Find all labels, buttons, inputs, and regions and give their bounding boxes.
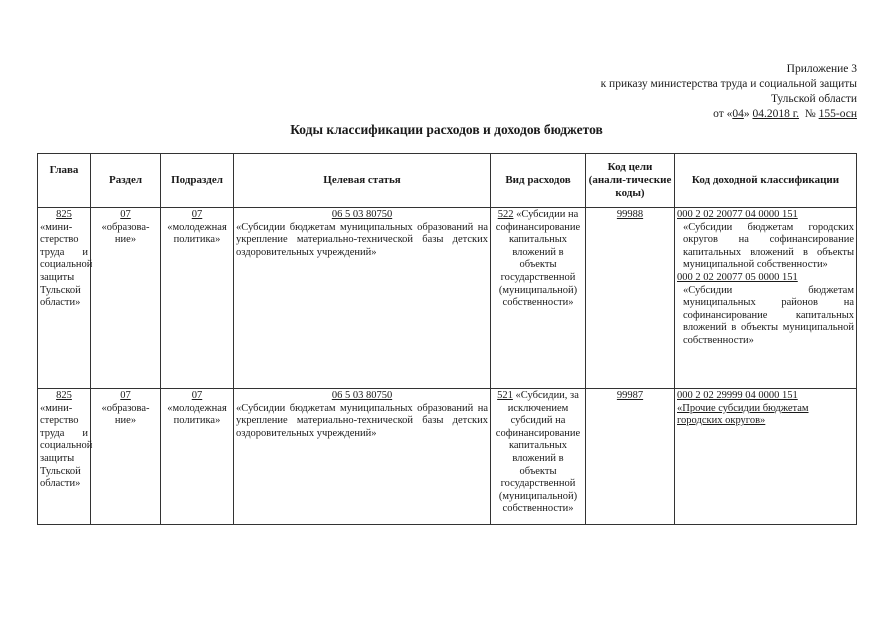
cell-razdel [91,389,161,525]
table-row [38,208,857,389]
date-prefix: от « [713,108,733,120]
date-mid: » [743,108,753,120]
statya-text: «Субсидии бюджетам муниципальных образований на укрепление материально-технической базы детских оздоровительных учреждений» [236,221,488,258]
appendix-region-line: Тульской области [770,93,857,105]
razdel-text: «образова-ние» [101,402,150,427]
cell-glava [38,208,91,389]
vid-code: 521 [497,390,513,401]
podrazdel-text: «молодежная политика» [167,221,227,246]
cell-glava [38,389,91,525]
header-kod-tseli: Код цели (анали-тические коды) [586,154,675,208]
vid-text: «Субсидии, за исключением субсидий на софинансирование капитальных вложений в объекты государственной (муниципальной) собственности» [495,390,581,515]
table-header-row [38,154,857,208]
cell-kod-tseli [586,208,675,389]
header-statya: Целевая статья [234,154,491,208]
razdel-code: 07 [120,390,131,401]
header-glava: Глава [38,154,91,208]
appendix-label: Приложение 3 [786,63,857,75]
number-prefix: № [804,108,819,120]
statya-code: 06 5 03 80750 [331,390,393,401]
income-code: 000 2 02 29999 04 0000 151 [677,390,798,401]
glava-text: «мини-стерство труда и социальной защиты Тульской области» [40,221,93,309]
table-row [38,389,857,525]
header-kod-dohod: Код доходной классификации [675,154,857,208]
kod-tseli-value: 99987 [616,390,644,401]
cell-statya [234,208,491,389]
razdel-text: «образова-ние» [101,221,150,246]
document-title: Коды классификации расходов и доходов бюджетов [290,122,603,137]
statya-code: 06 5 03 80750 [331,209,393,220]
glava-code: 825 [56,209,72,220]
cell-vid [491,389,586,525]
razdel-code: 07 [120,209,131,220]
kod-tseli-value: 99988 [616,209,644,220]
cell-kod-tseli [586,389,675,525]
statya-text: «Субсидии бюджетам муниципальных образований на укрепление материально-технической базы детских оздоровительных учреждений» [236,402,488,439]
appendix-header [601,62,857,122]
glava-text: «мини-стерство труда и социальной защиты Тульской области» [40,402,93,490]
glava-code: 825 [56,390,72,401]
header-razdel: Раздел [91,154,161,208]
cell-podrazdel [161,208,234,389]
podrazdel-code: 07 [191,209,203,220]
appendix-date-line [601,107,857,122]
cell-vid [491,208,586,389]
vid-text: «Субсидии на софинансирование капитальных вложений в объекты государственной (муниципальной) собственности» [495,209,581,309]
date-day: 04 [732,108,744,120]
appendix-order-line: к приказу министерства труда и социальной защиты [600,78,857,90]
order-number: 155-осн [818,108,857,120]
header-podrazdel: Подраздел [161,154,234,208]
income-code: 000 2 02 20077 05 0000 151 [677,271,798,283]
date-month-year: 04.2018 г. [752,108,800,120]
income-text: «Прочие субсидии бюджетам городских округов» [677,402,809,427]
cell-kod-dohod [675,389,857,525]
podrazdel-code: 07 [191,390,203,401]
cell-statya [234,389,491,525]
income-code: 000 2 02 20077 04 0000 151 [677,209,798,220]
cell-podrazdel [161,389,234,525]
header-vid: Вид расходов [491,154,586,208]
cell-razdel [91,208,161,389]
vid-code: 522 [497,209,514,220]
cell-kod-dohod [675,208,857,389]
podrazdel-text: «молодежная политика» [167,402,227,427]
income-text: «Субсидии бюджетам городских округов на софинансирование капитальных вложений в объекты муниципальной собственности» [683,221,854,271]
classification-table [37,153,857,525]
income-text: «Субсидии бюджетам муниципальных районов на софинансирование капитальных вложений в объекты муниципальной собственности» [683,284,854,346]
